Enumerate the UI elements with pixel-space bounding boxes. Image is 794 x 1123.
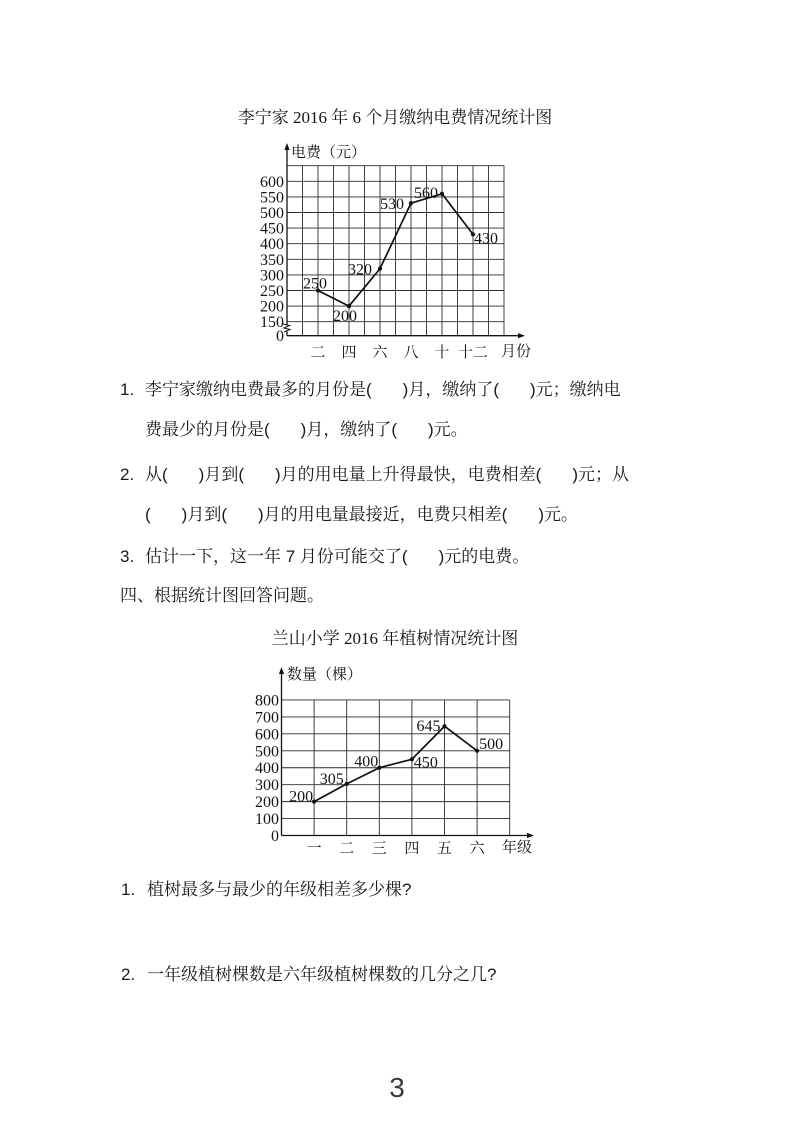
tree-planting-line-chart [240,655,550,865]
question-text: )月到( [198,465,244,484]
y-tick-label: 600 [260,173,284,191]
y-tick-label: 500 [260,205,284,222]
x-axis-arrow-icon [518,333,525,338]
answer-blank [499,394,530,395]
question-text: )元；从 [572,465,629,484]
question-number: 2. [121,965,136,984]
data-label: 560 [414,184,438,202]
data-point [442,724,446,728]
electricity-fee-line-chart [240,135,550,365]
y-tick-label: 300 [255,777,279,795]
question-number: 2. [120,465,135,484]
question-text: )月的用电量最接近，电费只相差( [258,505,508,524]
y-tick-label: 200 [255,794,279,812]
data-label: 400 [354,753,379,771]
question-text: 植树最多与最少的年级相差多少棵? [147,880,412,899]
y-tick-label: 400 [260,236,284,254]
question-text: )月的用电量上升得最快，电费相差( [275,465,542,484]
question-number: 1. [120,380,135,399]
answer-blank [541,479,572,480]
question-2-line-2 [145,505,578,525]
series-line [314,726,477,801]
x-tick-label: 五 [436,841,453,857]
question-text: )月到( [181,505,227,524]
x-tick-label: 三 [371,841,387,857]
y-tick-label: 550 [260,189,284,207]
x-tick-label: 二 [310,345,326,361]
question-text: )元；缴纳电 [530,380,621,399]
y-axis-arrow-icon [284,143,289,150]
section-heading: 四、根据统计图回答问题。 [120,586,324,605]
y-tick-label: 200 [260,298,284,316]
chart-2-x-axis-label: 年级 [502,840,533,856]
question-3-line-1 [145,547,529,567]
y-axis-arrow-icon [279,667,284,674]
answer-blank [244,479,275,480]
y-tick-label: 800 [255,692,279,710]
chart-2-y-axis-label: 数量（棵） [287,667,363,683]
data-point [345,782,349,786]
question-text: )元。 [428,420,468,439]
question-text: 费最少的月份是( [145,420,270,439]
answer-blank [168,479,199,480]
question-text: )月，缴纳了( [402,380,499,399]
answer-blank [372,394,403,395]
x-tick-label: 八 [403,345,419,361]
question-number: 1. [121,880,136,899]
question-number: 3. [120,547,135,566]
x-axis-arrow-icon [527,833,534,838]
y-tick-label: 450 [260,220,284,238]
data-label: 305 [319,770,344,788]
y-tick-label: 250 [260,283,284,300]
data-point [378,267,382,271]
y-tick-label: 0 [271,828,279,845]
chart-1-title: 李宁家 2016 年 6 个月缴纳电费情况统计图 [237,108,553,127]
question-text: 估计一下，这一年 7 月份可能交了( [145,547,408,566]
y-tick-label: 400 [255,760,279,778]
chart-1-y-axis-label: 电费（元） [291,145,367,161]
question-text: 从( [145,465,168,484]
answer-blank [507,519,538,520]
y-tick-label: 700 [255,709,279,727]
data-label: 645 [416,718,441,736]
data-label: 250 [303,275,327,293]
data-point [440,192,444,196]
data-label: 430 [474,230,498,248]
x-tick-label: 四 [404,841,420,857]
y-tick-label: 600 [255,726,279,744]
answer-blank [408,561,439,562]
x-tick-label: 十二 [457,345,489,361]
y-tick-label: 350 [260,251,284,269]
data-label: 530 [380,196,404,214]
answer-blank [397,434,428,435]
question-text: )元的电费。 [438,547,530,566]
x-tick-label: 六 [372,345,388,361]
data-label: 500 [479,735,504,753]
x-tick-label: 二 [339,841,355,857]
answer-blank [270,434,301,435]
chart-1-x-axis-label: 月份 [501,344,532,360]
y-tick-label: 150 [260,314,284,332]
data-label: 200 [333,308,357,326]
x-tick-label: 四 [341,345,357,361]
question-text: 一年级植树棵数是六年级植树棵数的几分之几? [147,965,497,984]
question-1-line-1 [145,380,621,400]
answer-blank [151,519,182,520]
x-tick-label: 六 [469,841,485,857]
question-1-line-2 [145,420,468,440]
data-label: 450 [413,754,438,772]
answer-blank [227,519,258,520]
x-tick-label: 十 [434,345,450,361]
question-text: 李宁家缴纳电费最多的月份是( [145,380,372,399]
data-point [409,201,413,205]
chart-2-title: 兰山小学 2016 年植树情况统计图 [271,629,519,648]
page-number: 3 [389,1072,405,1103]
y-tick-label: 100 [255,811,279,829]
y-tick-label: 300 [260,267,284,285]
y-tick-label: 0 [276,328,284,346]
question-2-line-1 [145,465,629,485]
question-text: ( [145,505,151,524]
data-label: 200 [289,788,314,806]
question-text: )月，缴纳了( [300,420,397,439]
x-tick-label: 一 [306,841,322,857]
data-label: 320 [348,261,372,279]
y-tick-label: 500 [255,743,279,761]
question-text: )元。 [538,505,578,524]
